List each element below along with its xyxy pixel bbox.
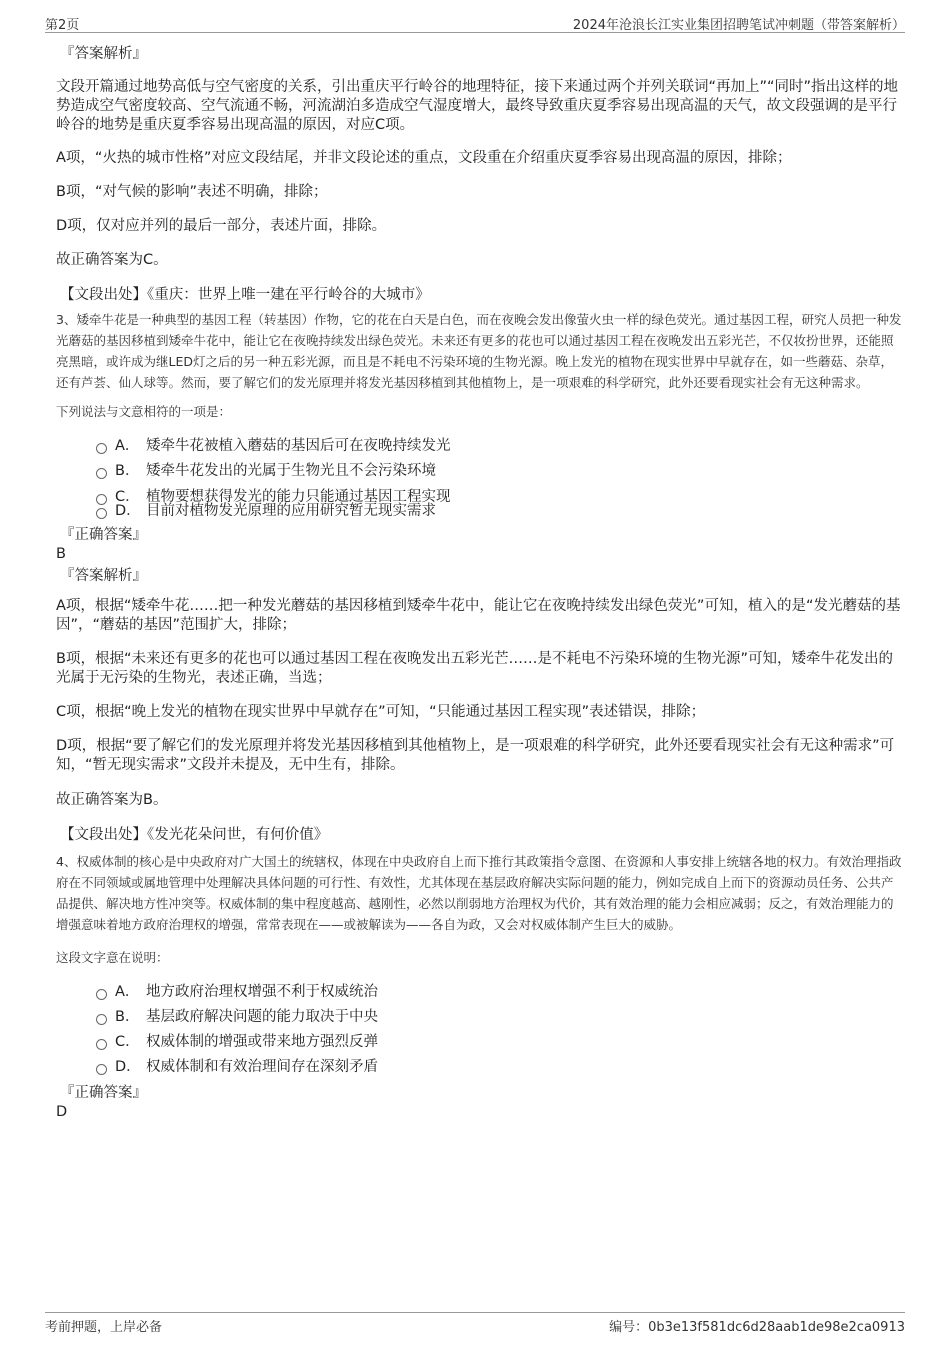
option-list [56, 980, 902, 1079]
page-content [56, 44, 902, 1122]
radio-icon[interactable] [96, 989, 107, 1000]
question-passage: 3、矮牵牛花是一种典型的基因工程（转基因）作物，它的花在白天是白色，而在夜晚会发出像萤火虫一样的绿色荧光。通过基因工程，研究人员把一种发光蘑菇的基因移植到矮牵牛花中，能让它在夜晚持续发出绿色荧光。未来还有更多的花也可以通过基因工程在夜晚发出五彩光芒，不仅妆扮世界，还能照亮黑暗，或许成为继LED灯之后的另一种五彩光源，而且是不耗电不污染环境的生物光源。晚上发光的植物在现实世界中早就存在，如一些蘑菇、杂草，还有芦荟、仙人球等。然而，要了解它们的发光原理并将发光基因移植到其他植物上，是一项艰难的科学研究，此外还要看现实社会有无这种需求。 [56, 312, 902, 390]
passage-source: 【文段出处】《发光花朵问世，有何价值》 [60, 827, 329, 843]
question-passage: 4、权威体制的核心是中央政府对广大国土的统辖权，体现在中央政府自上而下推行其政策指令意图、在资源和人事安排上统辖各地的权力。有效治理指政府在不同领域或属地管理中处理解决具体问题的可行性、有效性，尤其体现在基层政府解决实际问题的能力，例如完成自上而下的资源动员任务、公共产品提供、解决地方性冲突等。权威体制的集中程度越高、越刚性，必然以削弱地方治理权为代价，其有效治理的能力会相应减弱；反之，有效治理能力的增强意味着地方政府治理权的增强，常常表现在——或被解读为——各自为政，又会对权威体制产生巨大的威胁。 [56, 854, 902, 932]
option-d[interactable]: D． 权威体制和有效治理间存在深刻矛盾 [56, 1055, 902, 1079]
analysis-option-a: A项，“火热的城市性格”对应文段结尾，并非文段论述的重点，文段重在介绍重庆夏季容易出现高温的原因，排除； [56, 150, 792, 166]
radio-icon[interactable] [96, 1014, 107, 1025]
radio-icon[interactable] [96, 1064, 107, 1075]
option-a[interactable]: A． 地方政府治理权增强不利于权威统治 [56, 980, 902, 1004]
radio-icon[interactable] [96, 443, 107, 454]
analysis-text: 文段开篇通过地势高低与空气密度的关系，引出重庆平行岭谷的地理特征，接下来通过两个并列关联词“再加上”“同时”指出这样的地势造成空气密度较高、空气流通不畅，河流湖泊多造成空气湿度增大，最终导致重庆夏季容易出现高温的天气，故文段强调的是平行岭谷的地势是重庆夏季容易出现高温的原因，对应C项。 [56, 79, 899, 133]
option-c[interactable]: C． 植物要想获得发光的能力只能通过基因工程实现 [56, 485, 902, 499]
analysis-option-c: C项，根据“晚上发光的植物在现实世界中早就存在”可知，“只能通过基因工程实现”表述错误，排除； [56, 704, 706, 720]
analysis-option-b: B项，根据“未来还有更多的花也可以通过基因工程在夜晚发出五彩光芒……是不耗电不污染环境的生物光源”可知，矮牵牛花发出的光属于无污染的生物光，表述正确，当选； [56, 651, 893, 686]
correct-answer-label: 『正确答案』 [60, 527, 147, 543]
correct-answer: D [56, 1104, 68, 1120]
analysis-option-d: D项，仅对应并列的最后一部分，表述片面，排除。 [56, 218, 387, 234]
page-footer [45, 1312, 905, 1335]
page-number: 第2页 [45, 18, 80, 33]
correct-answer-label: 『正确答案』 [60, 1085, 147, 1101]
option-c[interactable]: C． 权威体制的增强或带来地方强烈反弹 [56, 1030, 902, 1054]
radio-icon[interactable] [96, 508, 107, 519]
page-header [45, 12, 905, 33]
radio-icon[interactable] [96, 1039, 107, 1050]
document-serial: 编号：0b3e13f581dc6d28aab1de98e2ca0913 [609, 1320, 905, 1335]
correct-answer: B [56, 546, 66, 562]
analysis-label: 『答案解析』 [60, 46, 147, 62]
option-list [56, 434, 902, 519]
analysis-option-d: D项，根据“要了解它们的发光原理并将发光基因移植到其他植物上，是一项艰难的科学研究，此外还要看现实社会有无这种需求”可知，“暂无现实需求”文段并未提及，无中生有，排除。 [56, 738, 895, 773]
document-title: 2024年沧浪长江实业集团招聘笔试冲刺题（带答案解析） [572, 18, 905, 33]
question-prompt: 下列说法与文意相符的一项是： [56, 404, 232, 419]
analysis-option-b: B项，“对气候的影响”表述不明确，排除； [56, 184, 328, 200]
answer-conclusion: 故正确答案为B。 [56, 792, 168, 808]
option-a[interactable]: A． 矮牵牛花被植入蘑菇的基因后可在夜晚持续发光 [56, 434, 902, 458]
analysis-option-a: A项，根据“矮牵牛花……把一种发光蘑菇的基因移植到矮牵牛花中，能让它在夜晚持续发出绿色荧光”可知，植入的是“发光蘑菇的基因”，“蘑菇的基因”范围扩大，排除； [56, 598, 901, 633]
analysis-label: 『答案解析』 [60, 568, 147, 584]
option-b[interactable]: B． 基层政府解决问题的能力取决于中央 [56, 1005, 902, 1029]
question-prompt: 这段文字意在说明： [56, 950, 169, 965]
answer-conclusion: 故正确答案为C。 [56, 252, 168, 268]
passage-source: 【文段出处】《重庆：世界上唯一建在平行岭谷的大城市》 [60, 287, 430, 303]
footer-slogan: 考前押题，上岸必备 [45, 1320, 163, 1335]
option-b[interactable]: B． 矮牵牛花发出的光属于生物光且不会污染环境 [56, 459, 902, 483]
radio-icon[interactable] [96, 468, 107, 479]
option-d[interactable]: D． 目前对植物发光原理的应用研究暂无现实需求 [56, 499, 902, 519]
